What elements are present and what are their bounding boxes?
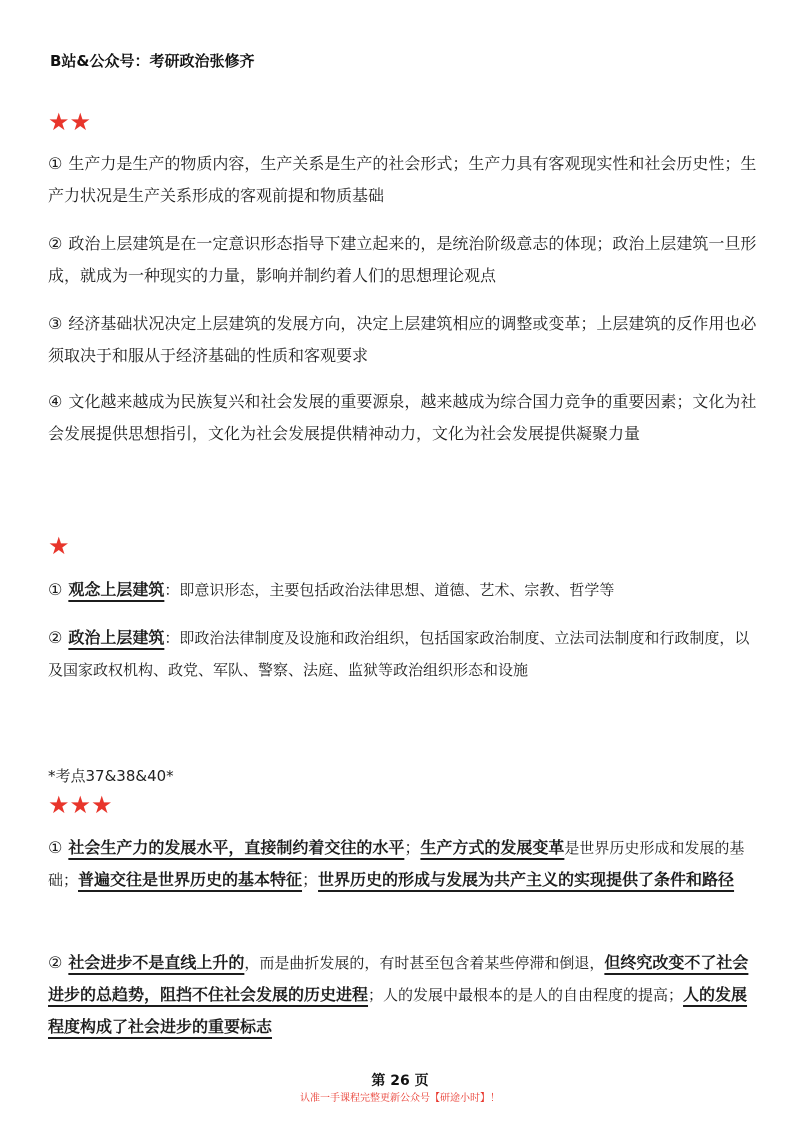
separator: ； <box>302 870 319 889</box>
term-highlight: 政治上层建筑 <box>68 628 165 647</box>
page-number: 第 26 页 <box>371 1073 429 1089</box>
list-item <box>48 308 758 372</box>
separator: ； <box>404 838 421 857</box>
item-number: ① <box>48 580 63 599</box>
item-text: ：即政治法律制度及设施和政治组织，包括国家政治制度、立法司法制度和行政制度，以及国家政权机构、政党、军队、警察、法庭、监狱等政治组织形态和设施 <box>48 629 750 679</box>
key-phrase: 但终究改变不了社会进步的总趋势，阻挡不住社会发展的历史进程 <box>48 953 749 1004</box>
item-text: 是世界历史形成和发展的基础； <box>48 839 745 889</box>
key-phrase: 人的发展程度构成了社会进步的重要标志 <box>48 985 748 1036</box>
list-item <box>48 622 758 686</box>
item-number: ② <box>48 234 63 253</box>
list-item <box>48 832 758 896</box>
list-item <box>48 228 758 292</box>
key-phrase: 世界历史的形成与发展为共产主义的实现提供了条件和路径 <box>318 870 735 889</box>
two-star-rating-icon: ★★ <box>48 108 92 136</box>
item-text: ，而是曲折发展的，有时甚至包含着某些停滞和倒退， <box>244 954 605 972</box>
item-number: ③ <box>48 314 63 333</box>
item-text: 政治上层建筑是在一定意识形态指导下建立起来的，是统治阶级意志的体现；政治上层建筑一旦形成，就成为一种现实的力量，影响并制约着人们的思想理论观点 <box>48 234 757 285</box>
term-highlight: 观念上层建筑 <box>68 580 165 599</box>
one-star-rating-icon: ★ <box>48 532 70 560</box>
header-title: B站&公众号：考研政治张修齐 <box>50 52 255 70</box>
key-phrase: 社会进步不是直线上升的 <box>68 953 245 972</box>
item-text: ：即意识形态，主要包括政治法律思想、道德、艺术、宗教、哲学等 <box>164 581 615 599</box>
item-text: 经济基础状况决定上层建筑的发展方向，决定上层建筑相应的调整或变革；上层建筑的反作用也必须取决于和服从于经济基础的性质和客观要求 <box>48 314 757 365</box>
key-phrase: 普遍交往是世界历史的基本特征 <box>78 870 303 889</box>
item-number: ② <box>48 628 63 647</box>
list-item <box>48 947 758 1043</box>
exam-point-note: *考点37&38&40* <box>48 767 174 785</box>
item-text: ；人的发展中最根本的是人的自由程度的提高； <box>368 986 684 1004</box>
item-number: ② <box>48 953 63 972</box>
item-text: 生产力是生产的物质内容，生产关系是生产的社会形式；生产力具有客观现实性和社会历史性；生产力状况是生产关系形成的客观前提和物质基础 <box>48 154 757 205</box>
key-phrase: 生产方式的发展变革 <box>420 838 565 857</box>
footer-notice: 认准一手课程完整更新公众号【研途小时】！ <box>300 1093 500 1104</box>
three-star-rating-icon: ★★★ <box>48 791 113 819</box>
list-item <box>48 148 758 212</box>
list-item <box>48 386 758 450</box>
item-number: ① <box>48 838 63 857</box>
key-phrase: 社会生产力的发展水平，直接制约着交往的水平 <box>68 838 405 857</box>
item-number: ① <box>48 154 63 173</box>
item-number: ④ <box>48 392 63 411</box>
item-text: 文化越来越成为民族复兴和社会发展的重要源泉，越来越成为综合国力竞争的重要因素；文化为社会发展提供思想指引，文化为社会发展提供精神动力，文化为社会发展提供凝聚力量 <box>48 392 757 443</box>
list-item <box>48 574 758 606</box>
